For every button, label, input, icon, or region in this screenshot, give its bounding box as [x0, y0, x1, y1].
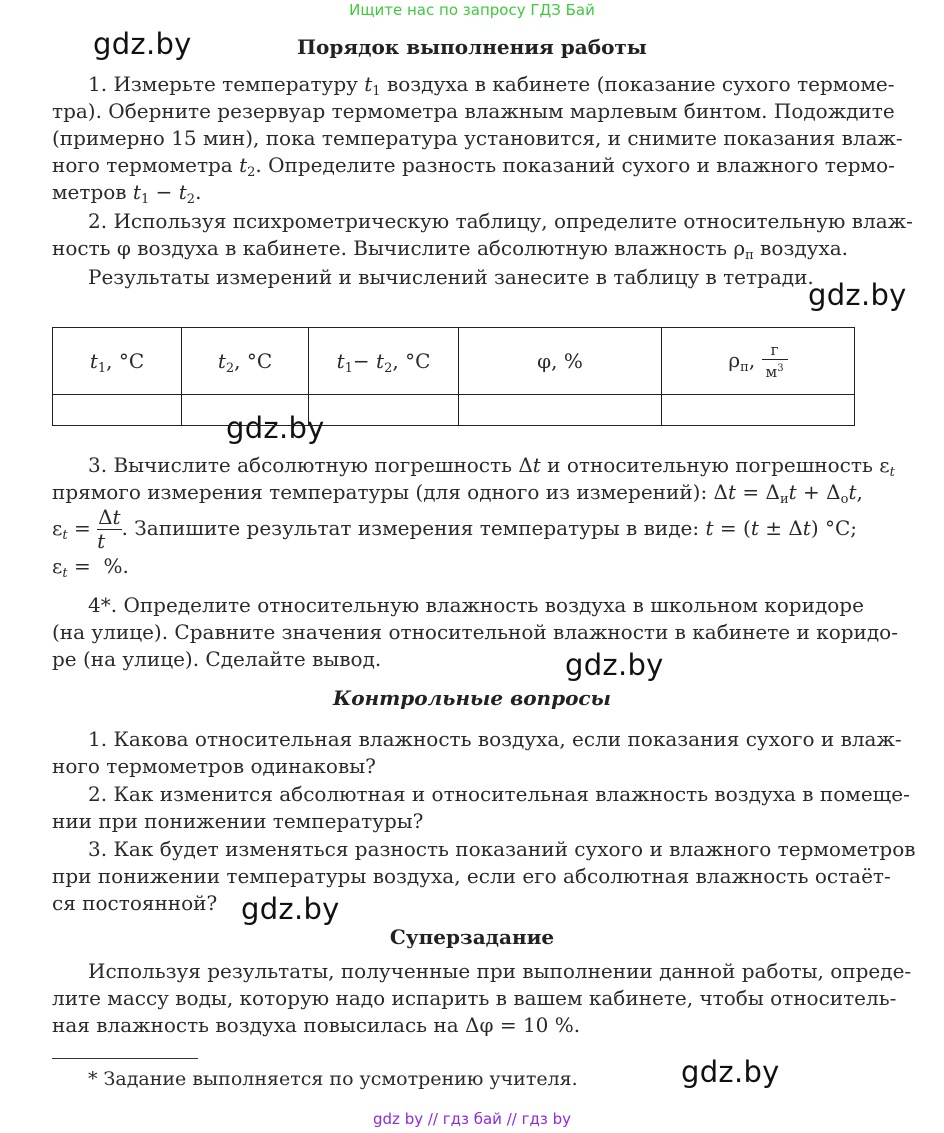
question-3: 3. Как будет изменяться разность показаний сухого и влажного термометров при понижении температуры воздуха, если его абсолютная влажность остаёт- ся постоянной? — [52, 837, 916, 915]
table-header-row — [53, 328, 855, 395]
question-2: 2. Как изменится абсолютная и относительная влажность воздуха в помеще- нии при понижении температуры? — [52, 782, 910, 833]
table-cell — [662, 395, 855, 426]
step-1: 1. Измерьте температуру $t_1$ воздуха в кабинете (показание сухого термоме- тра). Оберните резервуар термометра влажным марлевым бинтом. Подождите (примерно 15 мин), пока температура установится, и снимите показания влаж- ного термометра $t_2$. Определите разность показаний сухого и влажного термо- метров $t_1 - t_2$. — [52, 72, 903, 207]
table-cell — [53, 395, 182, 426]
watermark: gdz.by — [226, 411, 325, 445]
watermark: gdz.by — [808, 278, 907, 312]
step-3: 3. Вычислите абсолютную погрешность Δt и относительную погрешность $\varepsilon_t$ прямого измерения температуры (для одного из измерений): $\Delta t = \Delta_иt + \Delta_оt$, $\varepsilon_t$ = $\frac{\Delta t}{t}$ . Запишите результат измерения температуры в виде: t = (t ± Δt) °C; $\varepsilon_t$ = %. — [52, 453, 895, 581]
watermark: gdz.by — [565, 648, 664, 682]
table-cell — [182, 395, 309, 426]
top-banner[interactable]: Ищите нас по запросу ГДЗ Бай — [349, 1, 595, 19]
section-title: Порядок выполнения работы — [297, 35, 647, 59]
table-cell — [459, 395, 662, 426]
col-phi: φ, % — [459, 328, 662, 395]
super-task: Используя результаты, полученные при выполнении данной работы, опреде- лите массу воды, которую надо испарить в вашем кабинете, чтобы относитель- ная влажность воздуха повысилась на Δφ = 10 %. — [52, 959, 912, 1037]
question-1: 1. Какова относительная влажность воздуха, если показания сухого и влаж- ного термометров одинаковы? — [52, 727, 902, 778]
step-4: 4*. Определите относительную влажность воздуха в школьном коридоре (на улице). Сравните значения относительной влажности в кабинете и коридо- ре (на улице). Сделайте вывод. — [52, 593, 898, 671]
super-task-title: Суперзадание — [389, 925, 555, 949]
col-rho: $\rho_п$, $\frac{г}{м^3}$ — [662, 328, 855, 395]
watermark: gdz.by — [241, 892, 340, 926]
col-diff: $t_1- t_2$, °C — [309, 328, 459, 395]
control-questions-title: Контрольные вопросы — [333, 686, 611, 710]
footnote-divider — [52, 1058, 198, 1059]
col-t1: $t_1$, °C — [53, 328, 182, 395]
col-t2: $t_2$, °C — [182, 328, 309, 395]
watermark: gdz.by — [681, 1055, 780, 1089]
footnote: * Задание выполняется по усмотрению учителя. — [88, 1068, 578, 1090]
results-note: Результаты измерений и вычислений занесите в таблицу в тетради. — [88, 265, 814, 289]
results-table — [52, 327, 855, 426]
watermark: gdz.by — [93, 27, 192, 61]
bottom-links[interactable]: gdz by // гдз бай // гдз by — [373, 1110, 571, 1128]
table-cell — [309, 395, 459, 426]
step-2: 2. Используя психрометрическую таблицу, определите относительную влаж- ность φ воздуха в кабинете. Вычислите абсолютную влажность $\rho_п$ воздуха. — [52, 209, 913, 263]
table-row — [53, 395, 855, 426]
